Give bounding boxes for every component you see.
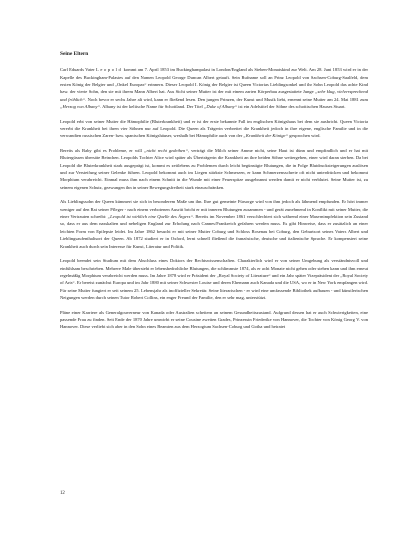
p1-text-a: Carl Eduards Vater <box>60 67 97 73</box>
page-number: 12 <box>60 491 65 496</box>
p1-quote-2: „Herzog von Albany“ <box>60 104 101 110</box>
p4-text-a: Als Lieblingssohn der Queen kümmert sie sich in besonderem Maße um ihn. Ihre gut gemeinte Fürsorge wird von ihm jedoch als lähmend empfunden. Er hört immer weniger auf den Rat seiner Pfleger - nach einem verbotenen Ausritt bricht er mit inneren Blutungen zusammen - und gerät zunehmend in Konflikt mit seiner Mutter, die einer Vertrauten schreibt: <box>60 199 368 220</box>
paragraph-4 <box>60 198 368 249</box>
p4-quote: „Leopold ist wirklich eine Quelle des Ärgers“ <box>107 214 193 220</box>
p2-text-c: gesprochen wird. <box>288 133 321 139</box>
p4-text-c: . Bereits im November 1861 verschlechtert sich während einer Masernimpfektion sein Zustand so, dass er aus dem nasskalten und nebeligen England zur Erholung nach Cannes/Frankreich gefahren werden muss. Es gibt Hinweise, dass er zusätzlich an einer leichten Form von Epilepsie leidet. Im Jahre 1862 besucht er mit seiner Mutter Coburg und Schloss Rosenau bei Coburg, den Geburtsort seines Vaters Albert und Lieblingsaufenthaltsort der Queen. Ab 1872 studiert er in Oxford, lernt schnell fließend die französische, deutsche und italienische Sprache. Er kompensiert seine Krankheit auch durch sein Interesse für Kunst, Literatur und Politik. <box>60 214 368 249</box>
paragraph-6 <box>60 309 368 331</box>
p3-text-c: , verträgt die Milch seiner Amme nicht, seine Haut ist dünn und empfindlich und er hat mit Blutergüssen übersäte Beinchen. Leopolds Tochter Alice wird später als Überträgerin die Krankheit an ihre beiden Söhne weitergeben, einer wird daran sterben. Da bei Leopold die Bluterkrankheit stark ausgeprägt ist, kommt es zeitlebens zu Problemen durch leicht begünstigte Blutungen, die in Folge Blutdrucksteigerungen auslösen und zur Versteifung seiner Gelenke führen. Leopold bekommt auch im Liegen stärkste Schmerzen, er kann Schmerzensschreie oft nicht unterdrücken und bekommt Morphium verabreicht. Einmal muss ihm nach einem Schnitt in die Wunde mit einer Feuerspitze ausgebrannt werden damit er nicht verblutet. Seine Mutter ist, zu seinem eigenen Schutz, gezwungen ihn in seiner Bewegungsfreiheit stark einzuschränken. <box>60 148 369 190</box>
p3-quote: „nicht recht gedeihen“ <box>144 148 188 154</box>
p5-text: Leopold beendet sein Studium mit dem Abschluss eines Doktors der Rechtswissenschaften. Charakterlich wird er von seiner Umgebung als verständnisvoll und einfühlsam beschrieben. Mehrere Male übersteht er lebensbedrohliche Blutungen, die schlimmste 1874, als er acht Monate nicht gehen oder stehen kann und ihm erneut regelmäßig Morphium verabreicht werden muss. Im Jahre 1878 wird er Präsident der „Royal Society of Literature“ und ein Jahr später Vizepräsident der „Royal Society of Arts“. Er bereist zunächst Europa und im Jahr 1880 mit seiner Schwester Louise und deren Ehemann auch Kanada und die USA, wo er in New York empfangen wird. Für seine Mutter fungiert er seit seinem 25. Lebensjahr als inoffizieller Sekretär. Seine literarischen - er wird eine umfassende Bibliothek aufbauen - und künstlerischen Neigungen werden durch seinen Tutor Robert Collins, ein enger Freund der Familie, den er sehr mag, unterstützt. <box>60 258 368 300</box>
paragraph-5 <box>60 257 368 301</box>
p1-text-e: . Noch bevor er sechs Jahre alt wird, kann er fließend lesen. Den jungen Prinzen, der Kunst und Musik liebt, ernennt seine Mutter am 24. Mai 1881 zum <box>85 96 368 102</box>
p3-text-a: Bereits als Baby gibt es Probleme, er will <box>60 148 145 154</box>
p1-text-g: . Albany ist der keltische Name für Schottland. Der Titel <box>100 104 204 110</box>
paragraph-1 <box>60 66 368 110</box>
page-content <box>60 52 368 338</box>
p1-text-c: kommt am 7. April 1853 im Buckinghampalast in London/England als Sieben-Monatskind zur Welt. Am 28. Juni 1853 wird er in der Kapelle des Buckingham-Palastes auf den Namen Leopold George Duncan Albert getauft. Sein Rufname soll an Prinz Leopold von Sachsen-Coburg-Saalfeld, dem ersten König der Belgier und „Onkel Europas“ erinnern. Dieser Leopold I. König der Belgier ist Queen Victorias Lieblingsonkel und ihr Sohn Leopold das achte Kind bzw. der vierte Sohn, den sie mit ihrem Mann Albert hat. Aus Sicht seiner Mutter ist der mit einem zarten Körperbau ausgestattete Junge <box>60 67 369 95</box>
p1-text-i: ist ein Adelstitel der Söhne des schottischen Hauses Stuart. <box>237 104 346 110</box>
p2-text-a: Leopold erbt von seiner Mutter die Hämophilie (Bluterkrankheit) und er ist der erste bekannte Fall im englischen Königshaus bei dem sie ausbricht. Queen Victoria vererbt die Krankheit bei ihren vier Söhnen nur auf Leopold. Die Queen als Trägerin verbreitet die Krankheit jedoch in ihre eigene, englische Familie und in die verwandten russischen Zaren- bzw. spanischen Königshäuser, weshalb bei Hämophilie auch von der <box>60 118 368 139</box>
p1-quote-1: „sehr klug, vielversprechend und fröhlich“ <box>60 89 368 102</box>
p6-text: Pläne einer Karriere als Generalgouverneur von Kanada oder Australien scheitern an seinem Gesundheitszustand. Aufgrund dessen hat er auch Schwierigkeiten, eine passende Frau zu finden. Seit Ende der 1870 Jahre umwirbt er seine Cousine zweiten Grades, Prinzessin Friederike von Hannover, die Tochter von König Georg V. von Hannover. Diese verliebt sich aber in den Sohn eines Beamten aus dem Herzogtum Sachsen-Coburg und Gotha und heiratet <box>60 309 368 330</box>
p2-quote: „Krankheit der Könige“ <box>243 133 289 139</box>
p1-quote-3: „Duke of Albany“ <box>203 104 238 110</box>
paragraph-2 <box>60 118 368 140</box>
p1-name-leopold: Leopold <box>96 67 123 73</box>
paragraph-3 <box>60 147 368 191</box>
section-heading: Seine Eltern <box>60 51 89 57</box>
